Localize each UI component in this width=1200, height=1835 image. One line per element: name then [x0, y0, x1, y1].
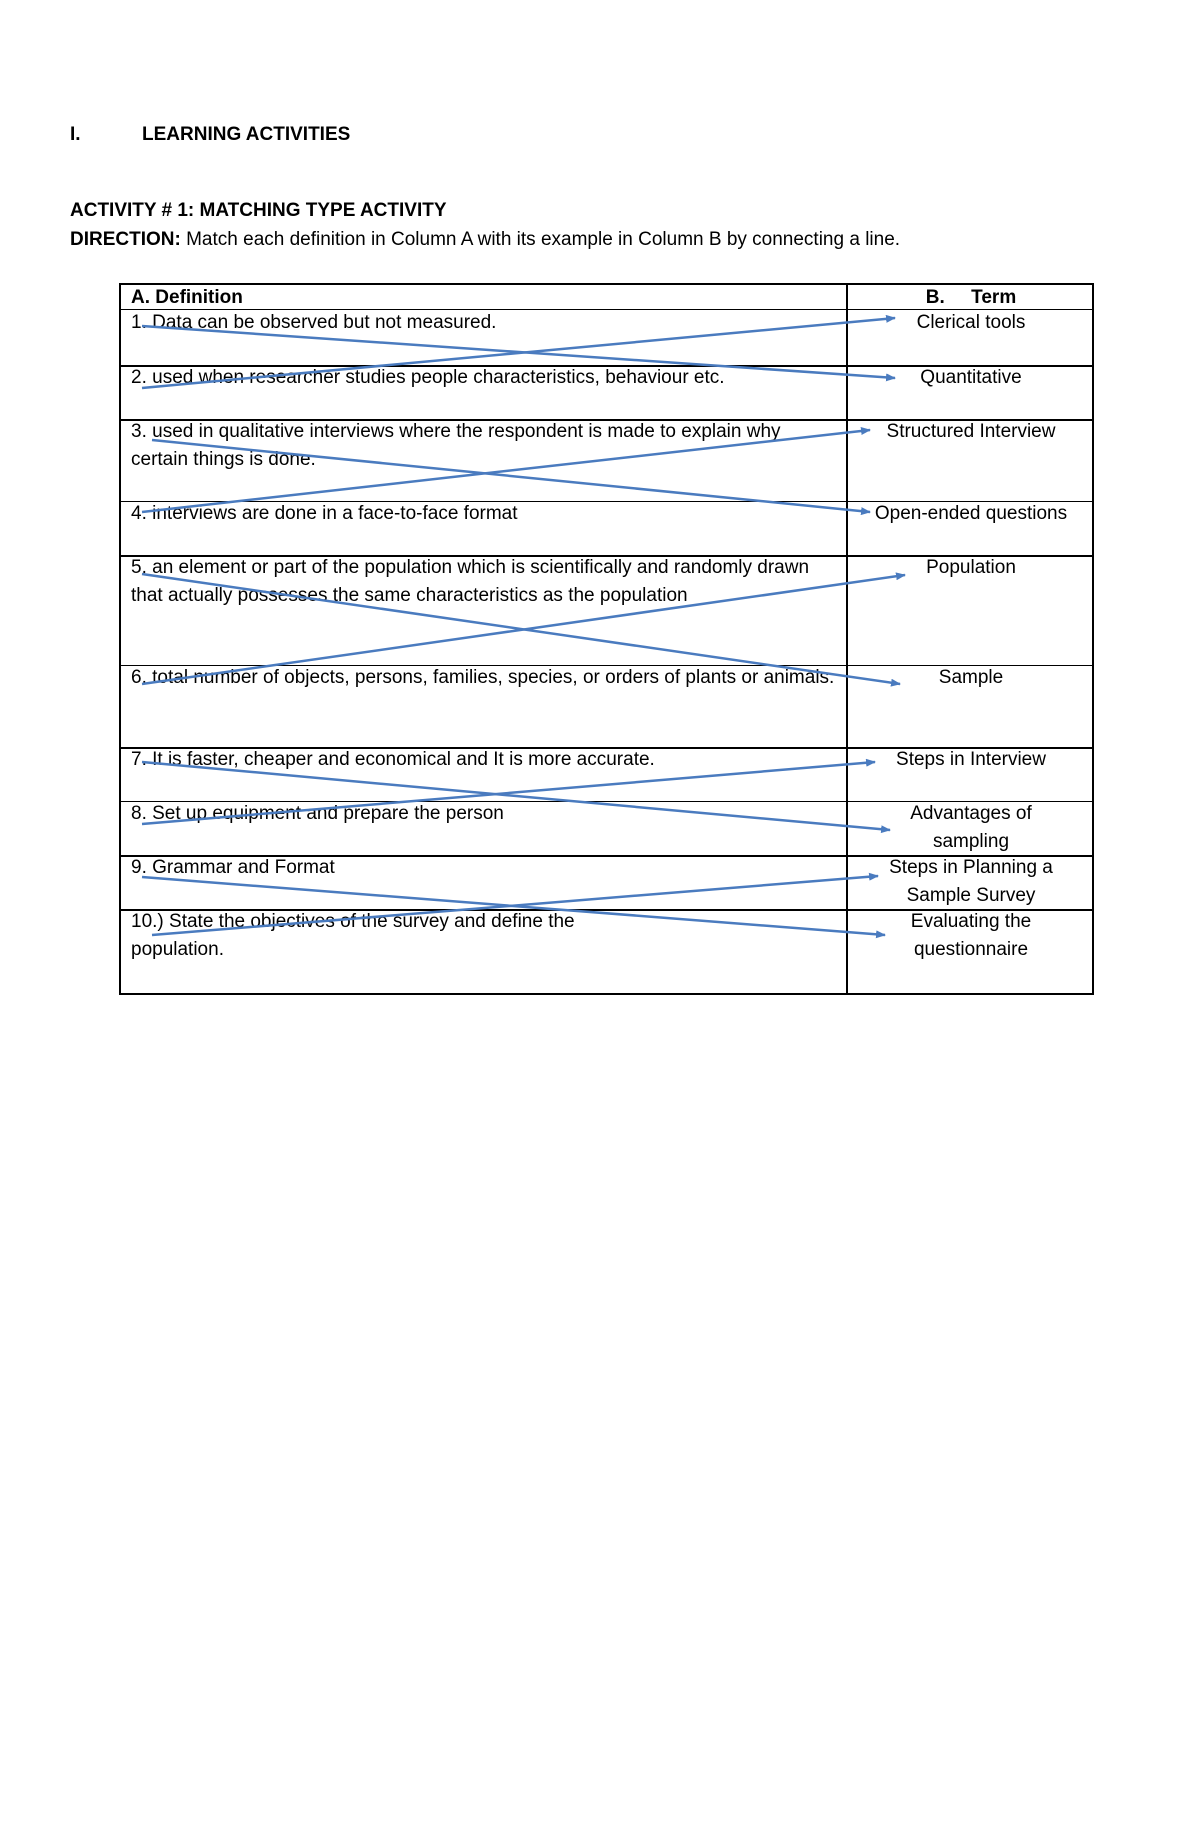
term-5: Population	[926, 557, 1016, 578]
definition-10: 10.) State the objectives of the survey and define the population.	[131, 911, 575, 960]
term-10: Evaluating the questionnaire	[910, 911, 1032, 960]
section-title: LEARNING ACTIVITIES	[142, 124, 351, 145]
matching-table	[119, 283, 1094, 995]
term-6: Sample	[938, 667, 1004, 688]
section-number: I.	[70, 124, 81, 145]
definition-2: 2. used when researcher studies people characteristics, behaviour etc.	[131, 367, 725, 388]
term-8: Advantages of sampling	[910, 803, 1032, 852]
term-4: Open-ended questions	[874, 503, 1068, 524]
term-3: Structured Interview	[886, 421, 1056, 442]
direction-text: Match each definition in Column A with its example in Column B by connecting a line.	[180, 229, 901, 250]
direction-line	[70, 229, 900, 251]
definition-3: 3. used in qualitative interviews where the respondent is made to explain why certain things is done.	[131, 421, 781, 470]
term-9: Steps in Planning a Sample Survey	[889, 857, 1053, 906]
definition-7: 7. It is faster, cheaper and economical and It is more accurate.	[131, 749, 655, 770]
definition-1: 1. Data can be observed but not measured.	[131, 312, 497, 333]
term-1: Clerical tools	[916, 312, 1026, 333]
column-b-header: B. Term	[925, 287, 1017, 308]
term-7: Steps in Interview	[896, 749, 1046, 770]
definition-8: 8. Set up equipment and prepare the person	[131, 803, 504, 824]
column-a-header: A. Definition	[131, 287, 243, 308]
direction-label: DIRECTION:	[70, 229, 181, 250]
definition-6: 6. total number of objects, persons, families, species, or orders of plants or animals.	[131, 667, 835, 688]
definition-9: 9. Grammar and Format	[131, 857, 335, 878]
term-2: Quantitative	[920, 367, 1022, 388]
definition-5: 5. an element or part of the population which is scientifically and randomly drawn that actually possesses the same characteristics as the population	[131, 557, 810, 606]
definition-4: 4. interviews are done in a face-to-face format	[131, 503, 518, 524]
activity-title: ACTIVITY # 1: MATCHING TYPE ACTIVITY	[70, 200, 447, 221]
